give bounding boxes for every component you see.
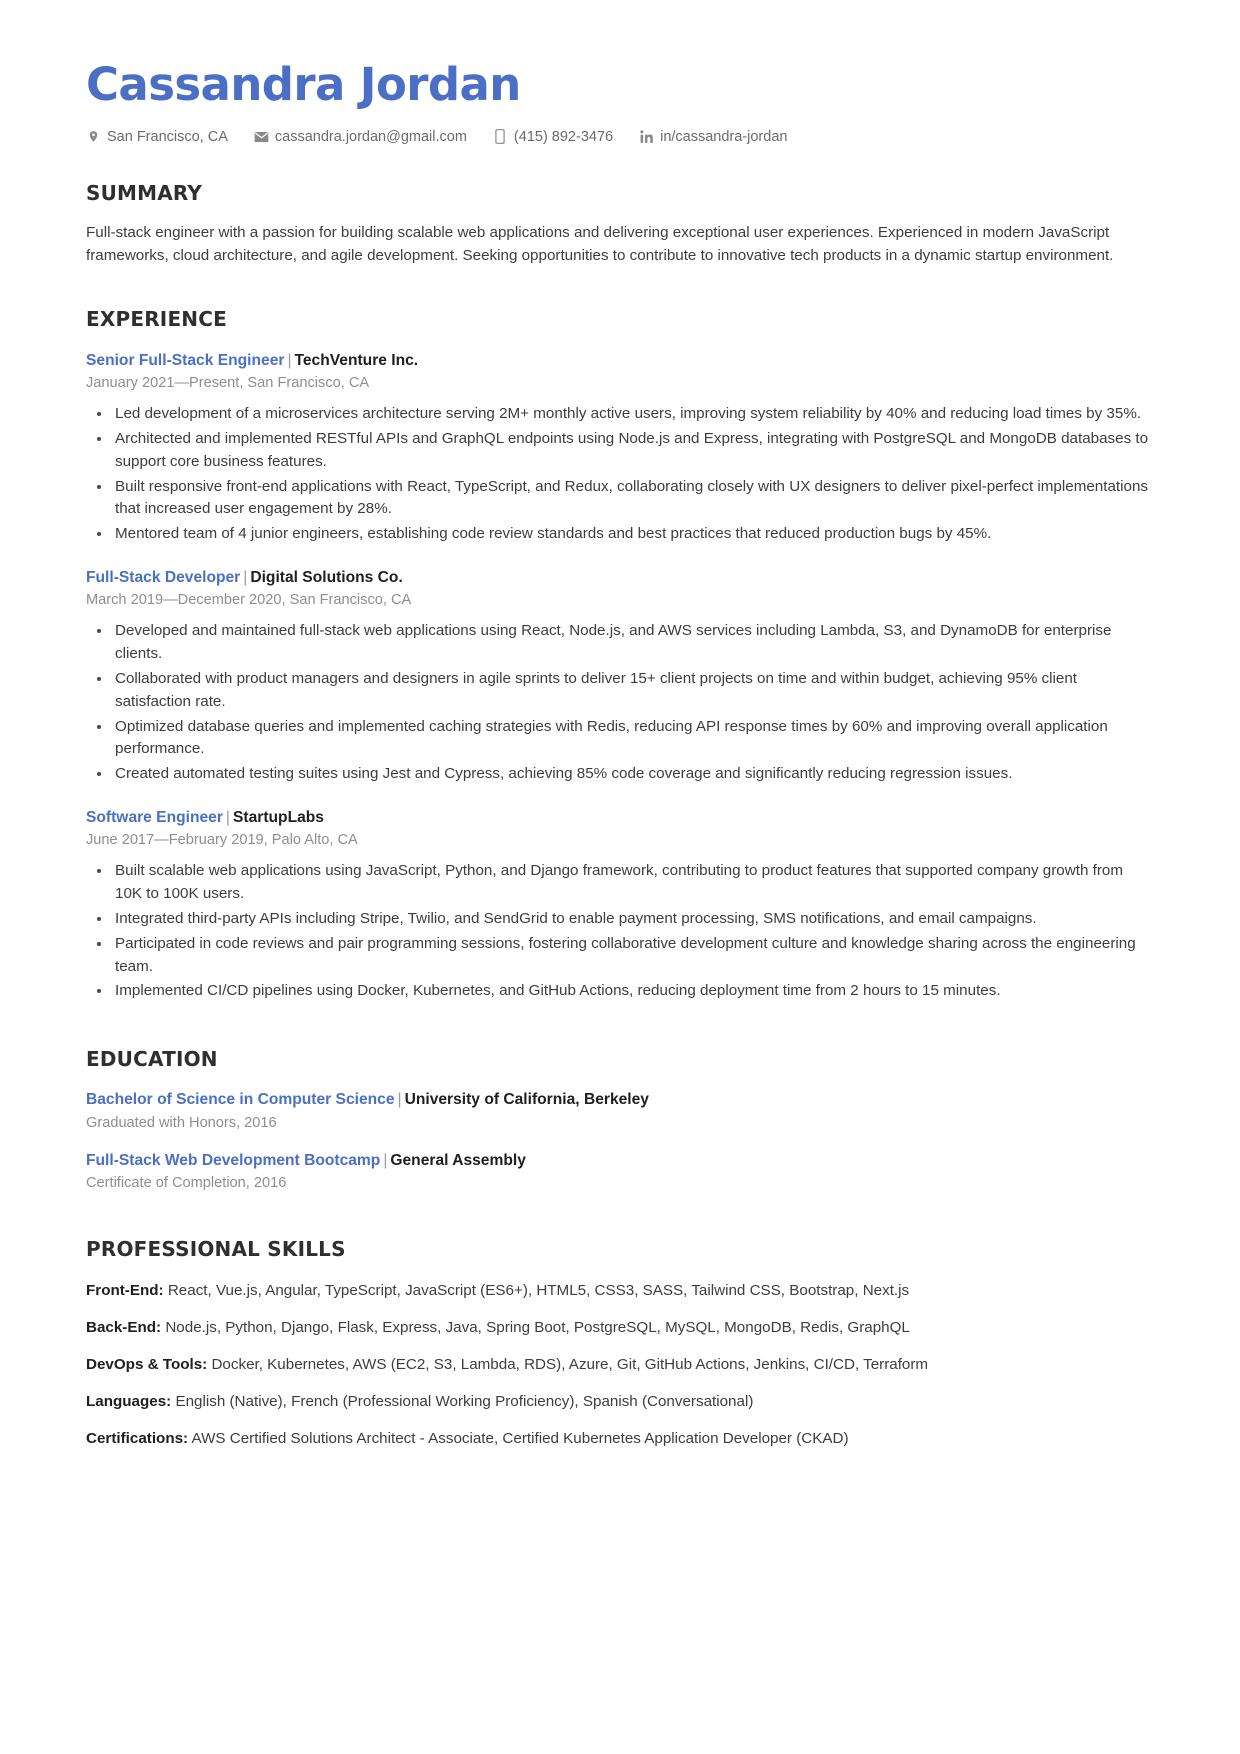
envelope-icon	[254, 129, 269, 144]
experience-separator: |	[287, 351, 292, 369]
experience-entry-meta: June 2017—February 2019, Palo Alto, CA	[86, 832, 358, 849]
contact-row	[86, 129, 1154, 145]
skill-category-label: Front-End:	[86, 1282, 164, 1300]
mobile-phone-icon	[493, 129, 508, 144]
education-section-title: EDUCATION	[86, 1047, 218, 1072]
experience-bullet: Created automated testing suites using Jest and Cypress, achieving 85% code coverage and significantly reducing regression issues.	[86, 763, 1154, 786]
education-section	[86, 1047, 1154, 1193]
education-separator: |	[383, 1151, 388, 1169]
education-separator: |	[397, 1091, 402, 1109]
experience-section	[86, 307, 1154, 1004]
education-degree: Bachelor of Science in Computer Science	[86, 1091, 395, 1109]
skill-category-values: English (Native), French (Professional Working Proficiency), Spanish (Conversational)	[175, 1393, 754, 1411]
education-school: University of California, Berkeley	[404, 1091, 649, 1109]
experience-bullet: Architected and implemented RESTful APIs and GraphQL endpoints using Node.js and Express, integrating with PostgreSQL and MongoDB databases to support core business features.	[86, 428, 1154, 474]
skill-category-label: Certifications:	[86, 1430, 189, 1448]
experience-bullet: Integrated third-party APIs including Stripe, Twilio, and SendGrid to enable payment processing, SMS notifications, and email campaigns.	[86, 908, 1154, 931]
contact-phone-text: (415) 892-3476	[513, 128, 614, 145]
skill-category-label: DevOps & Tools:	[86, 1356, 208, 1374]
experience-entry	[86, 568, 1154, 786]
education-entry-meta: Graduated with Honors, 2016	[86, 1114, 277, 1131]
contact-linkedin-text: in/cassandra-jordan	[660, 128, 788, 145]
experience-bullet: Led development of a microservices architecture serving 2M+ monthly active users, improving system reliability by 40% and reducing load times by 35%.	[86, 403, 1154, 426]
summary-section-title: SUMMARY	[86, 180, 203, 205]
experience-bullet: Implemented CI/CD pipelines using Docker, Kubernetes, and GitHub Actions, reducing deployment time from 2 hours to 15 minutes.	[86, 980, 1154, 1003]
experience-bullet: Participated in code reviews and pair programming sessions, fostering collaborative development culture and knowledge sharing across the engineering team.	[86, 933, 1154, 979]
contact-phone[interactable]	[493, 129, 613, 145]
contact-location-text: San Francisco, CA	[107, 128, 228, 145]
summary-text: Full-stack engineer with a passion for building scalable web applications and delivering exceptional user experiences. Experienced in modern JavaScript frameworks, cloud architecture, and agile development. Seeking opportunities to contribute to innovative tech products in a dynamic startup environment.	[86, 223, 1114, 264]
experience-bullet: Collaborated with product managers and designers in agile sprints to deliver 15+ client projects on time and within budget, achieving 95% client satisfaction rate.	[86, 668, 1154, 714]
experience-entry-head	[86, 351, 1154, 370]
contact-email[interactable]	[254, 129, 467, 145]
experience-separator: |	[243, 568, 248, 586]
resume-header	[86, 56, 1154, 145]
experience-company: TechVenture Inc.	[294, 351, 419, 369]
education-entry-head	[86, 1151, 1154, 1170]
skill-line	[86, 1428, 1154, 1450]
contact-location	[86, 129, 228, 145]
experience-bullet: Optimized database queries and implemented caching strategies with Redis, reducing API response times by 60% and improving overall application performance.	[86, 716, 1154, 762]
experience-company: StartupLabs	[232, 808, 324, 826]
skill-category-values: React, Vue.js, Angular, TypeScript, JavaScript (ES6+), HTML5, CSS3, SASS, Tailwind CSS, Bootstrap, Next.js	[167, 1282, 910, 1300]
skill-line	[86, 1391, 1154, 1413]
experience-bullet-list	[86, 620, 1154, 786]
summary-section	[86, 181, 1154, 267]
experience-bullet: Built responsive front-end applications with React, TypeScript, and Redux, collaborating closely with UX designers to deliver pixel-perfect implementations that increased user engagement by 28%.	[86, 476, 1154, 522]
skill-line	[86, 1354, 1154, 1376]
experience-entry-meta: January 2021—Present, San Francisco, CA	[86, 375, 370, 392]
skill-category-values: AWS Certified Solutions Architect - Associate, Certified Kubernetes Application Developer (CKAD)	[191, 1430, 849, 1448]
education-degree: Full-Stack Web Development Bootcamp	[86, 1151, 381, 1169]
linkedin-icon	[639, 129, 654, 144]
skill-category-label: Back-End:	[86, 1319, 162, 1337]
skill-line	[86, 1280, 1154, 1302]
experience-separator: |	[225, 808, 230, 826]
education-school: General Assembly	[390, 1151, 526, 1169]
education-entry	[86, 1151, 1154, 1193]
experience-bullet: Mentored team of 4 junior engineers, establishing code review standards and best practices that reduced production bugs by 45%.	[86, 523, 1154, 546]
candidate-name: Cassandra Jordan	[86, 58, 521, 111]
skill-category-values: Docker, Kubernetes, AWS (EC2, S3, Lambda, RDS), Azure, Git, GitHub Actions, Jenkins, CI/CD, Terraform	[211, 1356, 929, 1374]
skill-line	[86, 1317, 1154, 1339]
experience-entry	[86, 351, 1154, 546]
experience-job-title: Software Engineer	[86, 808, 223, 826]
contact-email-text: cassandra.jordan@gmail.com	[274, 128, 467, 145]
education-entry-meta: Certificate of Completion, 2016	[86, 1175, 287, 1192]
skills-section-title: PROFESSIONAL SKILLS	[86, 1237, 346, 1262]
education-entry	[86, 1090, 1154, 1132]
experience-section-title: EXPERIENCE	[86, 306, 227, 331]
experience-entry-head	[86, 808, 1154, 827]
experience-bullet: Developed and maintained full-stack web applications using React, Node.js, and AWS services including Lambda, S3, and DynamoDB for enterprise clients.	[86, 620, 1154, 666]
skill-category-label: Languages:	[86, 1393, 172, 1411]
experience-entry-head	[86, 568, 1154, 587]
experience-bullet-list	[86, 860, 1154, 1003]
education-entry-head	[86, 1090, 1154, 1109]
experience-job-title: Full-Stack Developer	[86, 568, 241, 586]
experience-company: Digital Solutions Co.	[250, 568, 403, 586]
location-pin-icon	[86, 129, 101, 144]
contact-linkedin[interactable]	[639, 129, 787, 145]
experience-job-title: Senior Full-Stack Engineer	[86, 351, 285, 369]
experience-entry-meta: March 2019—December 2020, San Francisco, CA	[86, 592, 412, 609]
experience-bullet-list	[86, 403, 1154, 546]
experience-bullet: Built scalable web applications using JavaScript, Python, and Django framework, contributing to product features that supported company growth from 10K to 100K users.	[86, 860, 1154, 906]
experience-entry	[86, 808, 1154, 1003]
skills-section	[86, 1237, 1154, 1450]
skill-category-values: Node.js, Python, Django, Flask, Express, Java, Spring Boot, PostgreSQL, MySQL, MongoDB, Redis, GraphQL	[165, 1319, 910, 1337]
